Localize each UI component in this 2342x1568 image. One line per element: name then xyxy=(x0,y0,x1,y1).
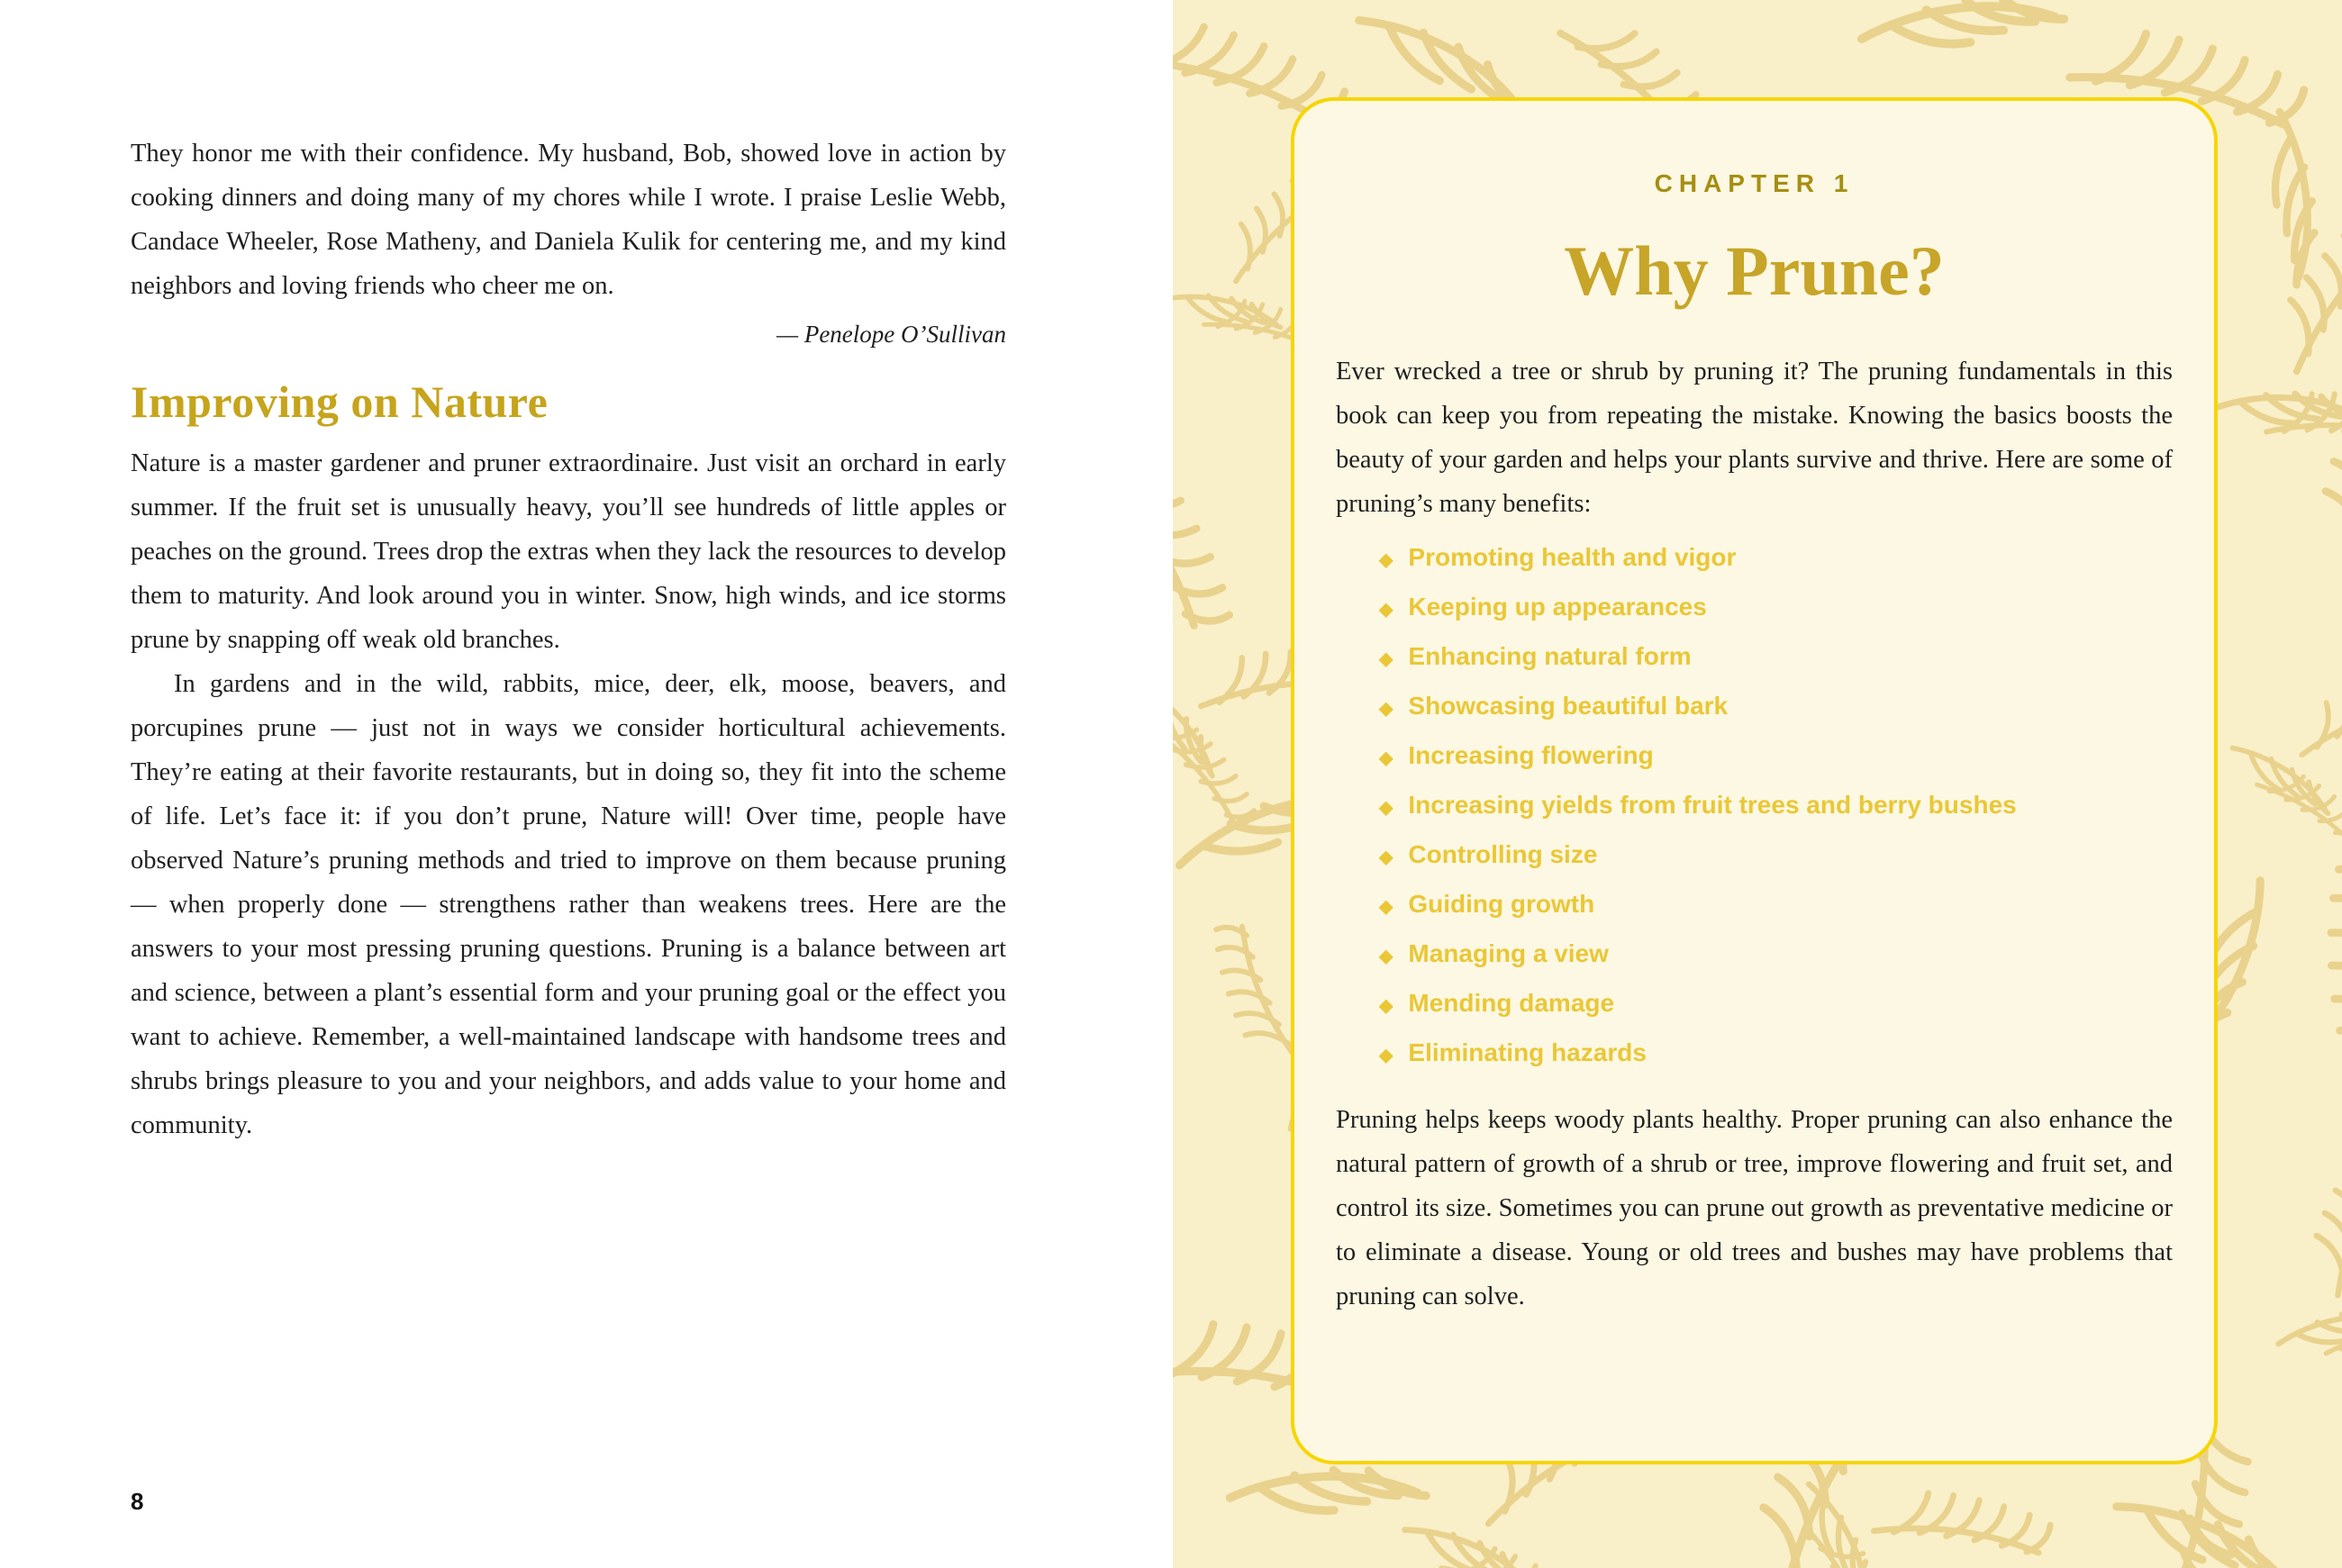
diamond-bullet-icon: ◆ xyxy=(1379,947,1393,966)
benefit-label: Controlling size xyxy=(1408,840,1598,868)
diamond-bullet-icon: ◆ xyxy=(1379,847,1393,867)
diamond-bullet-icon: ◆ xyxy=(1379,748,1393,768)
benefit-item xyxy=(1379,542,2173,576)
attribution: — Penelope O’Sullivan xyxy=(776,321,1006,348)
left-page-text-column xyxy=(131,131,1006,1147)
benefit-item xyxy=(1379,1038,2173,1071)
benefit-label: Enhancing natural form xyxy=(1408,642,1692,670)
benefit-item xyxy=(1379,592,2173,625)
benefit-item xyxy=(1379,988,2173,1021)
chapter-intro-paragraph: Ever wrecked a tree or shrub by pruning it? The pruning fundamentals in this book can keep you from repeating the mistake. Knowing the basics boosts the beauty of your garden and helps your plants survive and thrive. Here are some of pruning’s many benefits: xyxy=(1336,358,2173,518)
diamond-bullet-icon: ◆ xyxy=(1379,649,1393,669)
benefit-label: Mending damage xyxy=(1408,989,1615,1017)
diamond-bullet-icon: ◆ xyxy=(1379,897,1393,917)
page-number: 8 xyxy=(131,1488,144,1515)
benefit-item xyxy=(1379,740,2173,774)
diamond-bullet-icon: ◆ xyxy=(1379,550,1393,570)
diamond-bullet-icon: ◆ xyxy=(1379,798,1393,818)
acknowledgments-paragraph: They honor me with their confidence. My husband, Bob, showed love in action by cooking dinners and doing many of my chores while I wrote. I praise Leslie Webb, Candace Wheeler, Rose Matheny, and Daniela Kulik for centering me, and my kind neighbors and loving friends who cheer me on. xyxy=(131,140,1006,300)
benefit-item xyxy=(1379,889,2173,922)
right-page xyxy=(1173,0,2342,1568)
diamond-bullet-icon: ◆ xyxy=(1379,699,1393,719)
benefit-item xyxy=(1379,839,2173,873)
benefit-label: Increasing yields from fruit trees and berry bushes xyxy=(1408,791,2017,819)
benefit-label: Guiding growth xyxy=(1408,890,1595,918)
benefit-label: Showcasing beautiful bark xyxy=(1408,692,1729,720)
nature-paragraph-2: In gardens and in the wild, rabbits, mice, deer, elk, moose, beavers, and porcupines prune — just not in ways we consider horticultural achievements. They’re eating at their favorite restaurants, but in doing so, they fit into the scheme of life. Let’s face it: if you don’t prune, Nature will! Over time, people have observed Nature’s pruning methods and tried to improve on them because pruning — when properly done — strengthens rather than weakens trees. Here are the answers to your most pressing pruning questions. Pruning is a balance between art and science, between a plant’s essential form and your pruning goal or the effect you want to achieve. Remember, a well-maintained landscape with handsome trees and shrubs brings pleasure to you and your neighbors, and adds value to your home and community. xyxy=(131,670,1006,1139)
chapter-closing-paragraph: Pruning helps keeps woody plants healthy. Proper pruning can also enhance the natural pattern of growth of a shrub or tree, improve flowering and fruit set, and control its size. Sometimes you can prune out growth as preventative medicine or to eliminate a disease. Young or old trees and bushes may have problems that pruning can solve. xyxy=(1336,1106,2173,1310)
benefit-label: Keeping up appearances xyxy=(1408,593,1707,621)
benefit-label: Eliminating hazards xyxy=(1408,1038,1647,1066)
benefit-label: Increasing flowering xyxy=(1408,741,1654,769)
benefit-label: Promoting health and vigor xyxy=(1408,543,1737,571)
benefit-item xyxy=(1379,790,2173,823)
benefit-item xyxy=(1379,641,2173,675)
diamond-bullet-icon: ◆ xyxy=(1379,1046,1393,1065)
chapter-panel xyxy=(1291,97,2218,1464)
benefits-list xyxy=(1379,542,2173,1071)
chapter-label: CHAPTER 1 xyxy=(1654,169,1855,197)
diamond-bullet-icon: ◆ xyxy=(1379,996,1393,1016)
nature-paragraph-1: Nature is a master gardener and pruner extraordinaire. Just visit an orchard in early summer. If the fruit set is unusually heavy, you’ll see hundreds of little apples or peaches on the ground. Trees drop the extras when they lack the resources to develop them to maturity. And look around you in winter. Snow, high winds, and ice storms prune by snapping off weak old branches. xyxy=(131,449,1006,654)
diamond-bullet-icon: ◆ xyxy=(1379,600,1393,620)
section-heading: Improving on Nature xyxy=(131,376,549,427)
chapter-title: Why Prune? xyxy=(1564,231,1945,310)
benefit-item xyxy=(1379,938,2173,972)
benefit-label: Managing a view xyxy=(1408,939,1609,967)
benefit-item xyxy=(1379,691,2173,724)
